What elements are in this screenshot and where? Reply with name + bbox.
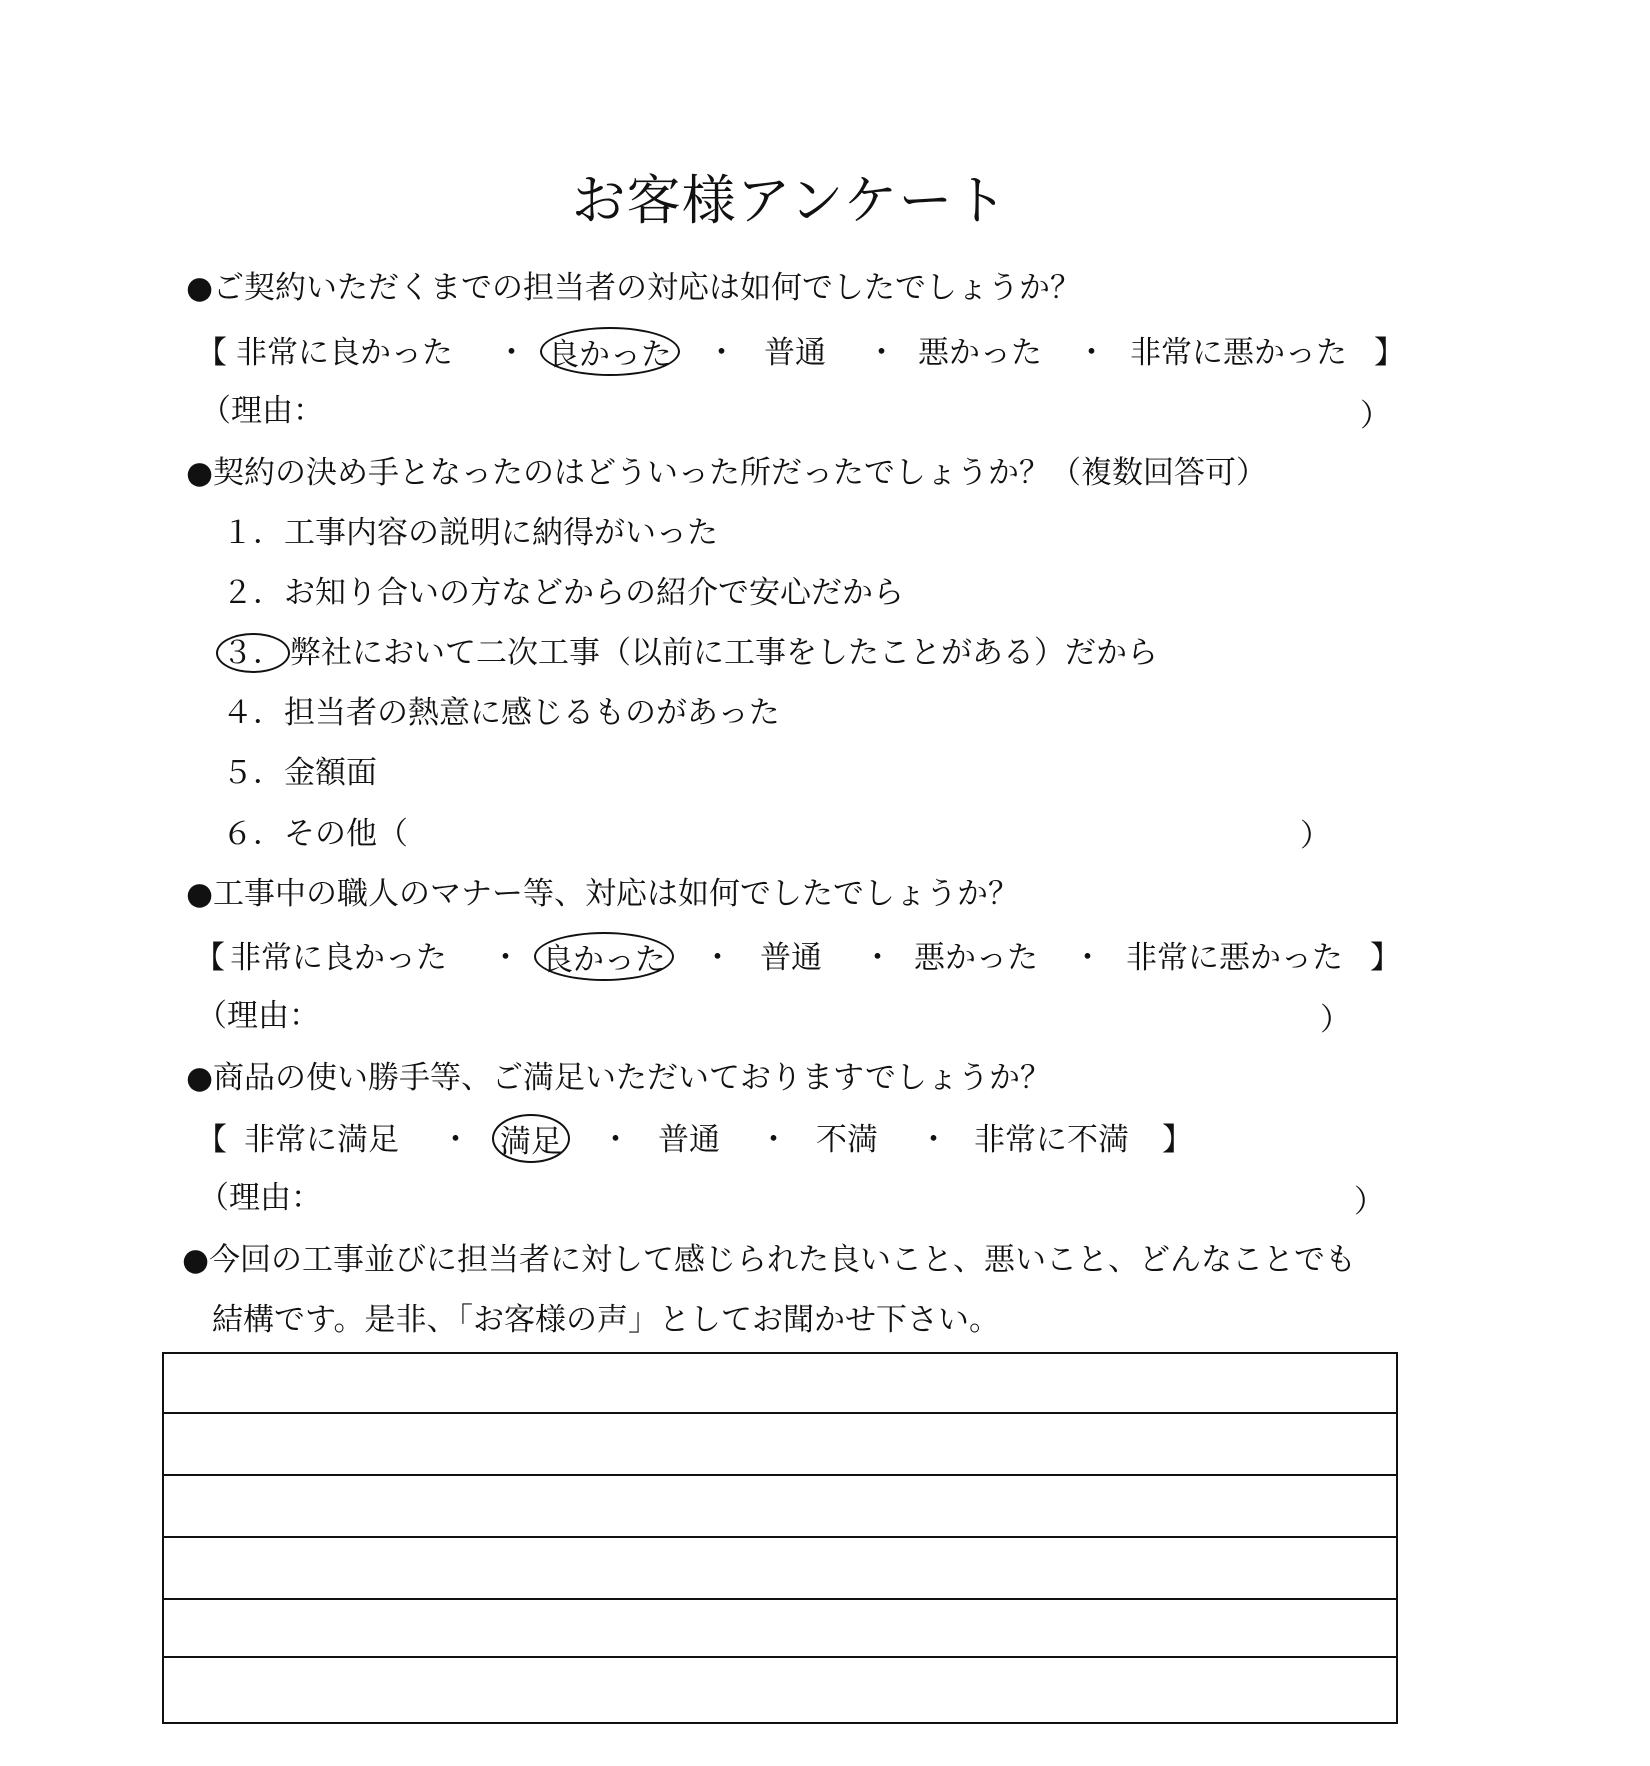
separator: ・ (758, 1122, 789, 1158)
bracket-open: 【 (194, 940, 225, 976)
q1-option-normal[interactable]: 普通 (764, 335, 826, 371)
item-number: ５． (222, 755, 284, 791)
q3-option-very-bad[interactable]: 非常に悪かった (1126, 940, 1343, 976)
q1-option-very-good[interactable]: 非常に良かった (236, 335, 453, 371)
item-number-circled: ３． (216, 633, 290, 673)
bracket-close: 】 (1374, 335, 1405, 371)
separator: ・ (600, 1122, 631, 1158)
item-number: ４． (222, 695, 284, 731)
q2-item-2[interactable] (222, 567, 904, 612)
bracket-close: 】 (1370, 940, 1401, 976)
separator: ・ (490, 940, 521, 976)
q3-reason-label: （理由： (196, 998, 320, 1034)
q2-item-3-selected[interactable] (222, 627, 1158, 672)
q4-reason-close: ） (1354, 1184, 1385, 1220)
question-1: ●ご契約いただくまでの担当者の対応は如何でしたでしょうか？ (186, 270, 1082, 306)
separator: ・ (440, 1122, 471, 1158)
q1-reason-label: （理由： (200, 393, 324, 429)
separator: ・ (496, 335, 527, 371)
q3-options (194, 932, 1401, 982)
question-2: ●契約の決め手となったのはどういった所だったでしょうか？（複数回答可） (186, 455, 1268, 491)
q3-option-good-selected[interactable]: 良かった (534, 932, 674, 981)
q3-reason-close: ） (1320, 1002, 1351, 1038)
item-text: 弊社において二次工事（以前に工事をしたことがある）だから (290, 635, 1158, 671)
item-number: ２． (222, 575, 284, 611)
separator: ・ (706, 335, 737, 371)
ruled-line (164, 1474, 1396, 1476)
free-comment-box[interactable] (162, 1352, 1398, 1724)
page-title: お客様アンケート (571, 169, 1009, 232)
separator: ・ (702, 940, 733, 976)
q4-option-satisfied-selected[interactable]: 満足 (492, 1114, 570, 1163)
q1-option-good-selected[interactable]: 良かった (540, 327, 680, 376)
q2-other-close: ） (1300, 818, 1331, 854)
question-3: ●工事中の職人のマナー等、対応は如何でしたでしょうか？ (186, 876, 1020, 912)
q1-option-very-bad[interactable]: 非常に悪かった (1130, 335, 1347, 371)
item-text: お知り合いの方などからの紹介で安心だから (284, 575, 904, 611)
q4-option-unsatisfied[interactable]: 不満 (816, 1122, 878, 1158)
item-text: その他（ (284, 816, 408, 852)
q1-reason-close: ） (1360, 398, 1391, 434)
q3-option-bad[interactable]: 悪かった (914, 940, 1038, 976)
q2-item-6[interactable] (222, 808, 408, 853)
separator: ・ (1072, 940, 1103, 976)
q1-option-bad[interactable]: 悪かった (918, 335, 1042, 371)
item-number: ６． (222, 816, 284, 852)
separator: ・ (1076, 335, 1107, 371)
bracket-close: 】 (1162, 1122, 1193, 1158)
q2-item-5[interactable] (222, 747, 377, 792)
separator: ・ (918, 1122, 949, 1158)
item-text: 金額面 (284, 755, 377, 791)
question-5-line-1: ●今回の工事並びに担当者に対して感じられた良いこと、悪いこと、どんなことでも (182, 1242, 1357, 1278)
ruled-line (164, 1598, 1396, 1600)
ruled-line (164, 1412, 1396, 1414)
q4-option-very-unsatisfied[interactable]: 非常に不満 (974, 1122, 1129, 1158)
ruled-line (164, 1656, 1396, 1658)
separator: ・ (866, 335, 897, 371)
q2-item-1[interactable] (222, 507, 718, 552)
item-number: １． (222, 515, 284, 551)
question-5-line-2: 結構です。是非、「お客様の声」としてお聞かせ下さい。 (212, 1302, 1001, 1338)
q4-reason-label: （理由： (198, 1180, 322, 1216)
ruled-line (164, 1536, 1396, 1538)
question-4: ●商品の使い勝手等、ご満足いただいておりますでしょうか？ (186, 1060, 1051, 1096)
item-text: 担当者の熱意に感じるものがあった (284, 695, 780, 731)
q3-option-normal[interactable]: 普通 (760, 940, 822, 976)
q3-option-very-good[interactable]: 非常に良かった (230, 940, 447, 976)
separator: ・ (862, 940, 893, 976)
q1-options (196, 327, 1405, 377)
bracket-open: 【 (196, 1122, 227, 1158)
q4-options (196, 1114, 1196, 1164)
bracket-open: 【 (196, 335, 227, 371)
item-text: 工事内容の説明に納得がいった (284, 515, 718, 551)
q4-option-very-satisfied[interactable]: 非常に満足 (244, 1122, 399, 1158)
q2-item-4[interactable] (222, 687, 780, 732)
q4-option-normal[interactable]: 普通 (658, 1122, 720, 1158)
